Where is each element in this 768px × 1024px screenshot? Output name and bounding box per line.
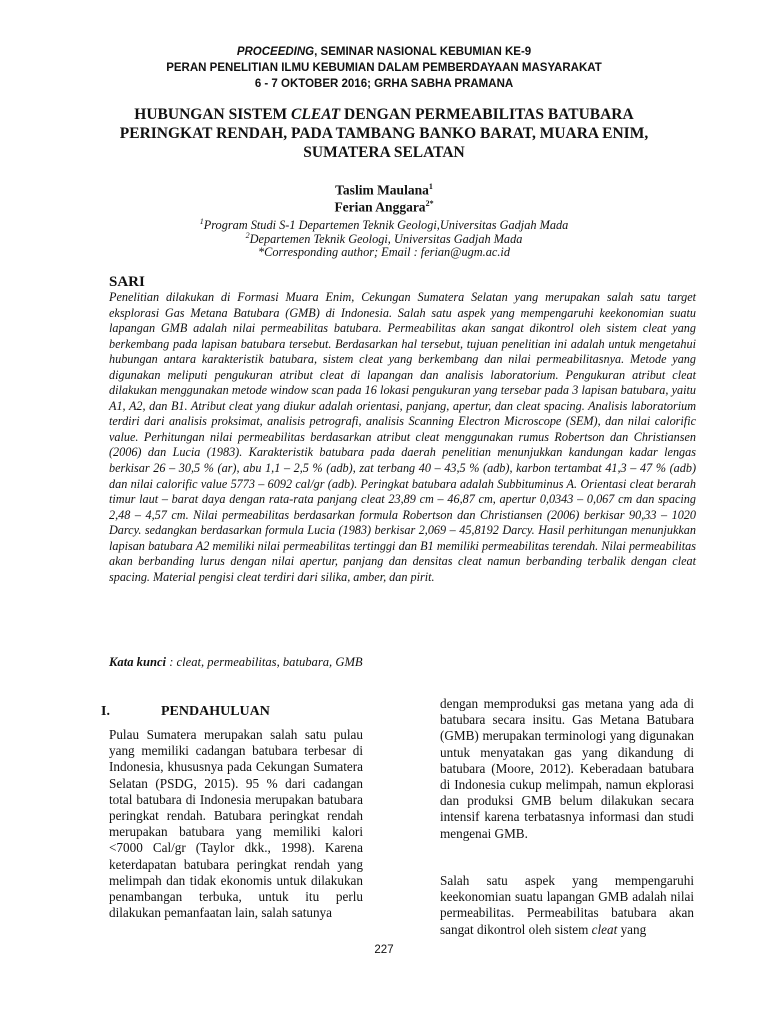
section-title: PENDAHULUAN [161,704,270,719]
title-text-a: HUBUNGAN SISTEM [134,106,292,123]
author-2-name: Ferian Anggara [334,199,426,215]
section-heading [101,704,270,720]
seminar-name: , SEMINAR NASIONAL KEBUMIAN KE-9 [314,46,532,58]
intro-paragraph-left: Pulau Sumatera merupakan salah satu pulau yang memiliki cadangan batubara terbesar di Indonesia, khususnya pada Cekungan Sumatera Selatan (PSDG, 2015). 95 % dari cadangan total batubara di Indonesia merupakan batubara peringkat rendah. Batubara peringkat rendah merupakan batubara yang memiliki kalori <7000 Cal/gr (Taylor dkk., 1998). Karena keterdapatan batubara peringkat rendah yang melimpah dan tidak ekonomis untuk dilakukan penambangan terbuka, untuk itu perlu dilakukan pemanfaatan lain, salah satunya [109,727,363,921]
keywords-text: : cleat, permeabilitas, batubara, GMB [166,655,363,669]
intro-p2-text-a: Salah satu aspek yang mempengaruhi keekonomian suatu lapangan GMB adalah nilai permeabilitas. Permeabilitas batubara akan sangat dikontrol oleh sistem [440,873,694,937]
keywords [109,655,363,670]
proceeding-header-line1 [0,45,768,60]
proceeding-header-line2: PERAN PENELITIAN ILMU KEBUMIAN DALAM PEMBERDAYAAN MASYARAKAT [166,62,602,74]
author-1-sup: 1 [428,182,433,191]
intro-paragraph-right-1: dengan memproduksi gas metana yang ada di batubara secara insitu. Gas Metana Batubara (GMB) merupakan terminologi yang digunakan untuk menyatakan gas yang dikandung di batubara (Moore, 2012). Keberadaan batubara di Indonesia cukup melimpah, namun ekplorasi dan produksi GMB belum dilakukan secara intensif karena terbatasnya informasi dan studi mengenai GMB. [440,696,694,841]
affiliation-2-sup: 2 [245,231,250,240]
abstract-heading: SARI [109,274,145,290]
title-text-italic: CLEAT [291,106,341,123]
author-1 [0,182,768,199]
title-text-b: DENGAN PERMEABILITAS BATUBARA [340,106,634,123]
author-1-name: Taslim Maulana [335,182,429,198]
corresponding-author: *Corresponding author; Email : ferian@ugm.ac.id [257,245,510,259]
affiliation-1-text: Program Studi S-1 Departemen Teknik Geologi,Universitas Gadjah Mada [203,218,569,233]
proceeding-label: PROCEEDING [236,46,315,58]
intro-paragraph-right-2 [440,873,694,938]
author-2-sup: 2* [425,199,434,208]
paper-title-line3: SUMATERA SELATAN [303,144,465,161]
author-2 [0,199,768,216]
paper-title-line1 [90,105,678,124]
page-number: 227 [374,944,394,956]
paper-title-line2: PERINGKAT RENDAH, PADA TAMBANG BANKO BARAT, MUARA ENIM, [119,125,649,142]
section-number: I. [101,704,110,719]
affiliation-1-sup: 1 [199,217,204,226]
abstract-text: Penelitian dilakukan di Formasi Muara Enim, Cekungan Sumatera Selatan yang merupakan salah satu target eksplorasi Gas Metana Batubara (GMB) di Indonesia. Salah satu aspek yang mempengaruhi keekonomian suatu lapangan GMB adalah nilai permeabilitas batubara. Permeabilitas akan sangat dikontrol oleh sistem cleat yang berkembang pada lapisan batubara tersebut. Berdasarkan hal tersebut, tujuan penelitian ini adalah untuk mengetahui hubungan antara karakteristik batubara, sistem cleat yang berkembang dan nilai permeabilitasnya. Metode yang digunakan meliputi pengukuran atribut cleat di lapangan dan analisis laboratorium. Pengukuran atribut cleat dilakukan menggunakan metode window scan pada 16 lokasi pengukuran yang tersebar pada 3 lapisan batubara, yaitu A1, A2, dan B1. Atribut cleat yang diukur adalah orientasi, panjang, apertur, dan cleat spacing. Analisis laboratorium terdiri dari analisis proksimat, analisis petrografi, analisis Scanning Electron Microscope (SEM), dan nilai calorific value. Perhitungan nilai permeabilitas berdasarkan atribut cleat menggunakan rumus Robertson dan Christiansen (2006) dan Lucia (1983). Karakteristik batubara pada daerah penelitian menunjukkan kandungan kadar lengas berkisar 26 – 30,5 % (ar), abu 1,1 – 2,5 % (adb), zat terbang 40 – 43,5 % (adb), karbon tertambat 41,3 – 47 % (adb) dan nilai calorific value 5773 – 6092 cal/gr (adb). Peringkat batubara adalah Subbituminus A. Orientasi cleat berarah timur laut – barat daya dengan rata-rata panjang cleat 23,89 cm – 46,87 cm, apertur 0,0343 – 0,067 cm dan spacing 2,48 – 4,57 cm. Nilai permeabilitas berdasarkan formula Robertson dan Christiansen (2006) berkisar 90,33 – 1020 Darcy. sedangkan berdasarkan formula Lucia (1983) berkisar 2,069 – 45,8192 Darcy. Hasil perhitungan menunjukkan lapisan batubara A2 memiliki nilai permeabilitas tertinggi dan B1 memiliki permeabilitas terendah. Nilai permeabilitas akan berbanding lurus dengan nilai apertur, panjang dan densitas cleat namun berbanding terbalik dengan cleat spacing. Material pengisi cleat terdiri dari silika, amber, dan pirit. [109,290,696,584]
intro-p2-italic: cleat [591,921,618,937]
affiliation-2-text: Departemen Teknik Geologi, Universitas Gadjah Mada [249,232,523,247]
keywords-label: Kata kunci [109,655,167,669]
intro-p2-text-b: yang [617,921,647,937]
proceeding-header-line3: 6 - 7 OKTOBER 2016; GRHA SABHA PRAMANA [254,78,514,90]
